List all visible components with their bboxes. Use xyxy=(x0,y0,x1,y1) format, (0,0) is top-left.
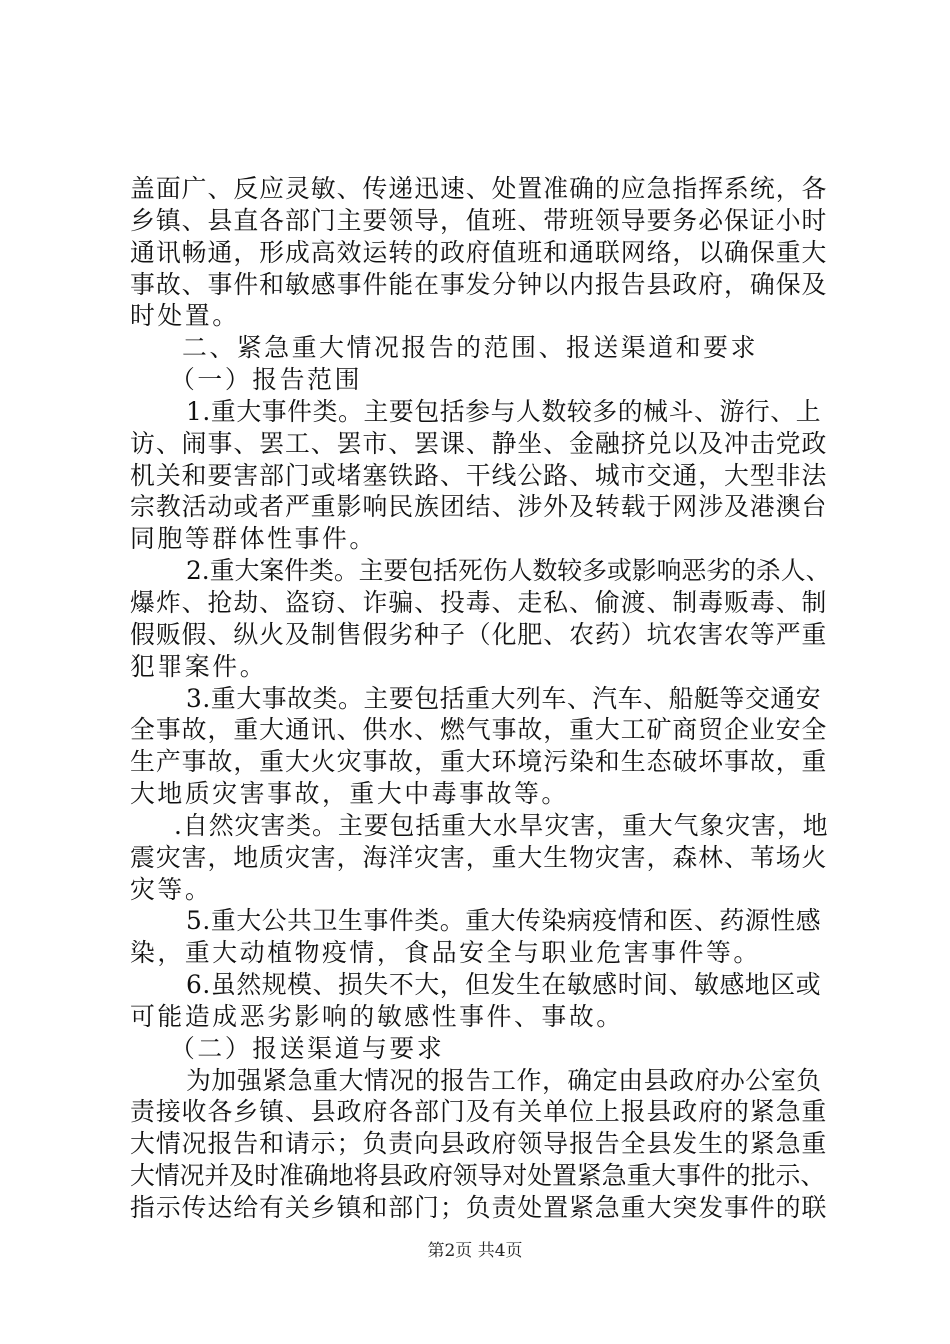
text-line: 通讯畅通，形成高效运转的政府值班和通联网络，以确保重大 xyxy=(130,237,828,267)
text-line: 访、闹事、罢工、罢市、罢课、静坐、金融挤兑以及冲击党政 xyxy=(130,428,828,458)
text-line: .自然灾害类。主要包括重大水旱灾害，重大气象灾害，地 xyxy=(174,810,829,840)
text-line: 3.重大事故类。主要包括重大列车、汽车、船艇等交通安 xyxy=(186,683,822,713)
text-line: 2.重大案件类。主要包括死伤人数较多或影响恶劣的杀人、 xyxy=(186,556,831,586)
text-line: 犯罪案件。 xyxy=(130,651,268,681)
text-line: 宗教活动或者严重影响民族团结、涉外及转载于网涉及港澳台 xyxy=(130,492,828,522)
text-line: 染，重大动植物疫情，食品安全与职业危害事件等。 xyxy=(130,938,761,968)
text-line: 大情况报告和请示；负责向县政府领导报告全县发生的紧急重 xyxy=(130,1129,828,1159)
text-line: 震灾害，地质灾害，海洋灾害，重大生物灾害，森林、苇场火 xyxy=(130,842,828,872)
text-line: 同胞等群体性事件。 xyxy=(130,524,377,554)
text-line: 全事故，重大通讯、供水、燃气事故，重大工矿商贸企业安全 xyxy=(130,715,828,745)
text-line: 盖面广、反应灵敏、传递迅速、处置准确的应急指挥系统，各 xyxy=(130,174,828,203)
text-line: 机关和要害部门或堵塞铁路、干线公路、城市交通，大型非法 xyxy=(130,460,828,490)
text-line: 可能造成恶劣影响的敏感性事件、事故。 xyxy=(130,1001,624,1031)
text-line: 乡镇、县直各部门主要领导，值班、带班领导要务必保证小时 xyxy=(130,205,828,235)
text-line: 假贩假、纵火及制售假劣种子（化肥、农药）坑农害农等严重 xyxy=(130,619,828,649)
text-line: 爆炸、抢劫、盗窃、诈骗、投毒、走私、偷渡、制毒贩毒、制 xyxy=(130,587,828,617)
text-line: 为加强紧急重大情况的报告工作，确定由县政府办公室负 xyxy=(186,1065,822,1095)
text-line: 事故、事件和敏感事件能在事发分钟以内报告县政府，确保及 xyxy=(130,269,828,299)
section-heading: 二、紧急重大情况报告的范围、报送渠道和要求 xyxy=(182,333,758,363)
text-line: 5.重大公共卫生事件类。重大传染病疫情和医、药源性感 xyxy=(186,906,822,936)
text-line: 灾等。 xyxy=(130,874,213,904)
text-line: 1.重大事件类。主要包括参与人数较多的械斗、游行、上 xyxy=(186,396,822,426)
subsection-heading: （二）报送渠道与要求 xyxy=(170,1033,445,1063)
text-line: 时处置。 xyxy=(130,301,240,331)
subsection-heading: （一）报告范围 xyxy=(170,365,362,395)
text-line: 大地质灾害事故，重大中毒事故等。 xyxy=(130,779,569,809)
text-line: 6.虽然规模、损失不大，但发生在敏感时间、敏感地区或 xyxy=(186,970,822,1000)
text-line: 生产事故，重大火灾事故，重大环境污染和生态破坏事故，重 xyxy=(130,747,828,777)
text-line: 指示传达给有关乡镇和部门；负责处置紧急重大突发事件的联 xyxy=(130,1193,828,1222)
text-line: 责接收各乡镇、县政府各部门及有关单位上报县政府的紧急重 xyxy=(130,1097,828,1127)
text-line: 大情况并及时准确地将县政府领导对处置紧急重大事件的批示、 xyxy=(130,1161,826,1191)
page-footer: 第2页 共4页 xyxy=(427,1241,523,1261)
